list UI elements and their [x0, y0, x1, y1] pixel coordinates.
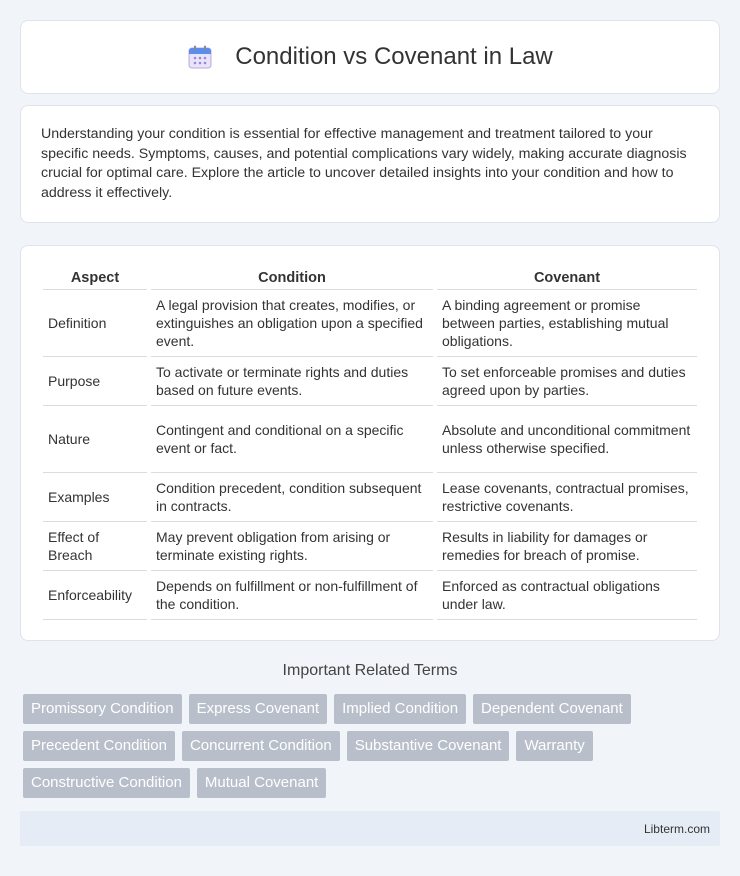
header-aspect: Aspect	[43, 266, 147, 290]
row-aspect: Examples	[43, 473, 147, 522]
related-terms-list	[23, 694, 723, 798]
table-row	[43, 522, 697, 571]
related-term-tag[interactable]: Mutual Covenant	[197, 768, 326, 798]
footer	[20, 811, 720, 846]
page-title: Condition vs Covenant in Law	[235, 43, 553, 70]
header-card	[20, 20, 720, 94]
related-terms-title: Important Related Terms	[282, 662, 458, 679]
row-condition: To activate or terminate rights and duties based on future events.	[151, 357, 433, 406]
row-condition: Depends on fulfillment or non-fulfillment of the condition.	[151, 571, 433, 620]
row-covenant: Enforced as contractual obligations under law.	[437, 571, 697, 620]
row-aspect: Definition	[43, 290, 147, 357]
row-covenant: Results in liability for damages or remedies for breach of promise.	[437, 522, 697, 571]
table-row	[43, 290, 697, 357]
calendar-icon	[187, 44, 213, 70]
header-title-wrap	[187, 43, 553, 71]
row-aspect: Enforceability	[43, 571, 147, 620]
row-covenant: A binding agreement or promise between parties, establishing mutual obligations.	[437, 290, 697, 357]
related-term-tag[interactable]: Substantive Covenant	[347, 731, 510, 761]
row-aspect: Effect of Breach	[43, 522, 147, 571]
row-condition: May prevent obligation from arising or terminate existing rights.	[151, 522, 433, 571]
table-row	[43, 406, 697, 473]
row-covenant: To set enforceable promises and duties agreed upon by parties.	[437, 357, 697, 406]
row-condition: Contingent and conditional on a specific event or fact.	[151, 406, 433, 473]
related-term-tag[interactable]: Constructive Condition	[23, 768, 190, 798]
row-condition: A legal provision that creates, modifies, or extinguishes an obligation upon a specified event.	[151, 290, 433, 357]
row-covenant: Absolute and unconditional commitment unless otherwise specified.	[437, 406, 697, 473]
table-row	[43, 357, 697, 406]
row-condition: Condition precedent, condition subsequent in contracts.	[151, 473, 433, 522]
comparison-table	[39, 266, 701, 620]
related-term-tag[interactable]: Implied Condition	[334, 694, 466, 724]
table-row	[43, 571, 697, 620]
related-term-tag[interactable]: Concurrent Condition	[182, 731, 340, 761]
related-term-tag[interactable]: Promissory Condition	[23, 694, 182, 724]
related-term-tag[interactable]: Precedent Condition	[23, 731, 175, 761]
intro-card	[20, 105, 720, 223]
table-row	[43, 473, 697, 522]
intro-text: Understanding your condition is essential for effective management and treatment tailored to your specific needs. Symptoms, causes, and potential complications vary widely, making accurate diagnosis crucial for optimal care. Explore the article to uncover detailed insights into your condition and how to address it effectively.	[41, 126, 687, 201]
row-covenant: Lease covenants, contractual promises, restrictive covenants.	[437, 473, 697, 522]
header-covenant: Covenant	[437, 266, 697, 290]
row-aspect: Nature	[43, 406, 147, 473]
footer-site-link[interactable]: Libterm.com	[643, 821, 710, 836]
table-header-row	[43, 266, 697, 290]
related-term-tag[interactable]: Dependent Covenant	[473, 694, 631, 724]
related-term-tag[interactable]: Warranty	[516, 731, 592, 761]
row-aspect: Purpose	[43, 357, 147, 406]
comparison-table-card	[20, 245, 720, 641]
related-term-tag[interactable]: Express Covenant	[189, 694, 328, 724]
header-condition: Condition	[151, 266, 433, 290]
